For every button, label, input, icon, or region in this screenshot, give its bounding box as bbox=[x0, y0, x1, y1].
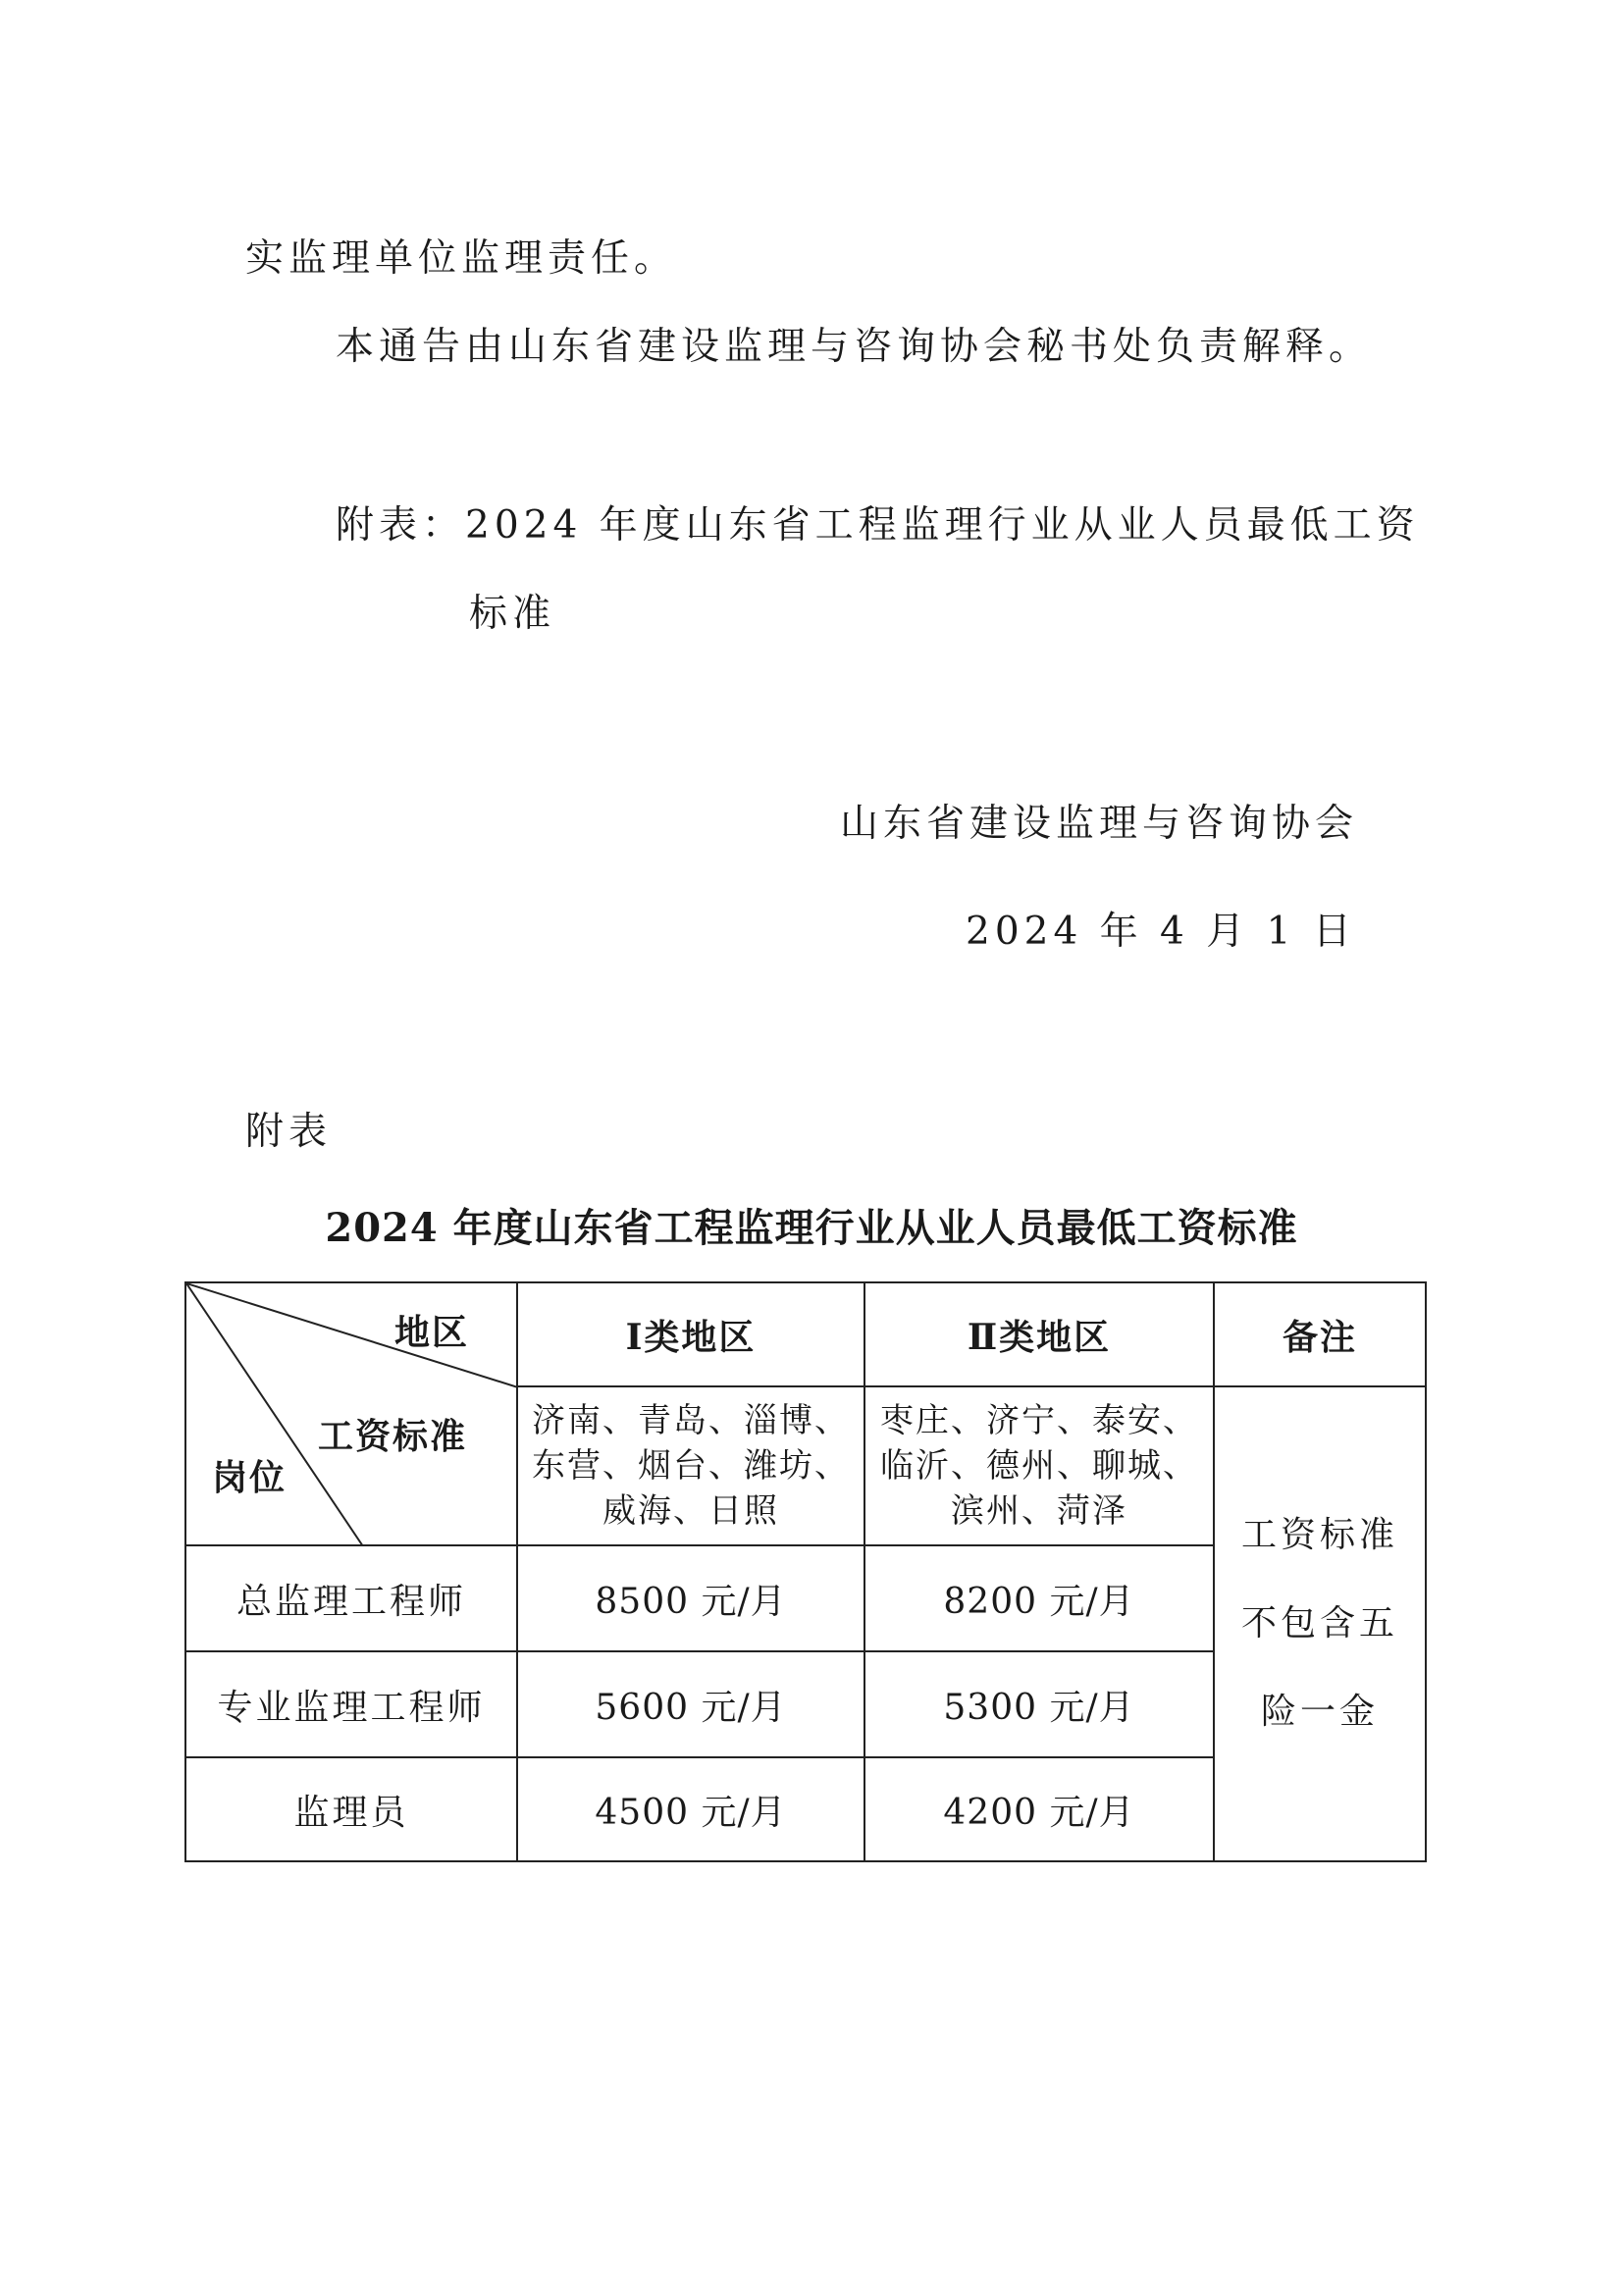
remark-line: 险一金 bbox=[1260, 1692, 1379, 1732]
wage-standard-table bbox=[184, 1281, 1427, 1862]
class2-cities-line: 枣庄、济宁、泰安、 bbox=[880, 1401, 1198, 1440]
class2-wage-cell: 4200 元/月 bbox=[864, 1757, 1214, 1861]
class1-cities-line: 济南、青岛、淄博、 bbox=[532, 1401, 850, 1440]
corner-header-cell bbox=[185, 1282, 517, 1545]
class1-cities-line: 威海、日照 bbox=[602, 1491, 779, 1531]
appendix-title: 2024 年度山东省工程监理行业从业人员最低工资标准 bbox=[325, 1205, 1298, 1251]
post-cell: 总监理工程师 bbox=[185, 1545, 517, 1651]
class1-cities-line: 东营、烟台、潍坊、 bbox=[532, 1446, 850, 1486]
attachment-note-line2: 标准 bbox=[469, 592, 556, 636]
table-header-row bbox=[185, 1282, 1426, 1386]
class2-wage-cell: 5300 元/月 bbox=[864, 1651, 1214, 1757]
post-cell: 监理员 bbox=[185, 1757, 517, 1861]
class1-cities-cell bbox=[517, 1386, 864, 1545]
remark-line: 不包含五 bbox=[1240, 1603, 1398, 1644]
post-cell: 专业监理工程师 bbox=[185, 1651, 517, 1757]
appendix-label: 附表 bbox=[245, 1110, 333, 1154]
paragraph-continuation: 实监理单位监理责任。 bbox=[245, 236, 678, 281]
class2-cities-line: 滨州、菏泽 bbox=[951, 1491, 1127, 1531]
corner-label-wage: 工资标准 bbox=[318, 1416, 468, 1457]
remark-line: 工资标准 bbox=[1240, 1515, 1398, 1555]
corner-label-post: 岗位 bbox=[212, 1457, 288, 1498]
header-class1-region: Ⅰ类地区 bbox=[517, 1282, 864, 1386]
corner-label-region: 地区 bbox=[393, 1312, 469, 1353]
signature-date: 2024 年 4 月 1 日 bbox=[966, 910, 1356, 954]
class1-wage-cell: 4500 元/月 bbox=[517, 1757, 864, 1861]
class1-wage-cell: 8500 元/月 bbox=[517, 1545, 864, 1651]
paragraph-interpretation: 本通告由山东省建设监理与咨询协会秘书处负责解释。 bbox=[336, 325, 1373, 369]
class2-cities-line: 临沂、德州、聊城、 bbox=[880, 1446, 1198, 1486]
attachment-note-line1: 附表：2024 年度山东省工程监理行业从业人员最低工资 bbox=[336, 503, 1420, 548]
header-remark: 备注 bbox=[1214, 1282, 1426, 1386]
class2-cities-cell bbox=[864, 1386, 1214, 1545]
class2-wage-cell: 8200 元/月 bbox=[864, 1545, 1214, 1651]
header-class2-region: Ⅱ类地区 bbox=[864, 1282, 1214, 1386]
remark-cell bbox=[1214, 1386, 1426, 1861]
class1-wage-cell: 5600 元/月 bbox=[517, 1651, 864, 1757]
signature-organization: 山东省建设监理与咨询协会 bbox=[840, 802, 1359, 846]
